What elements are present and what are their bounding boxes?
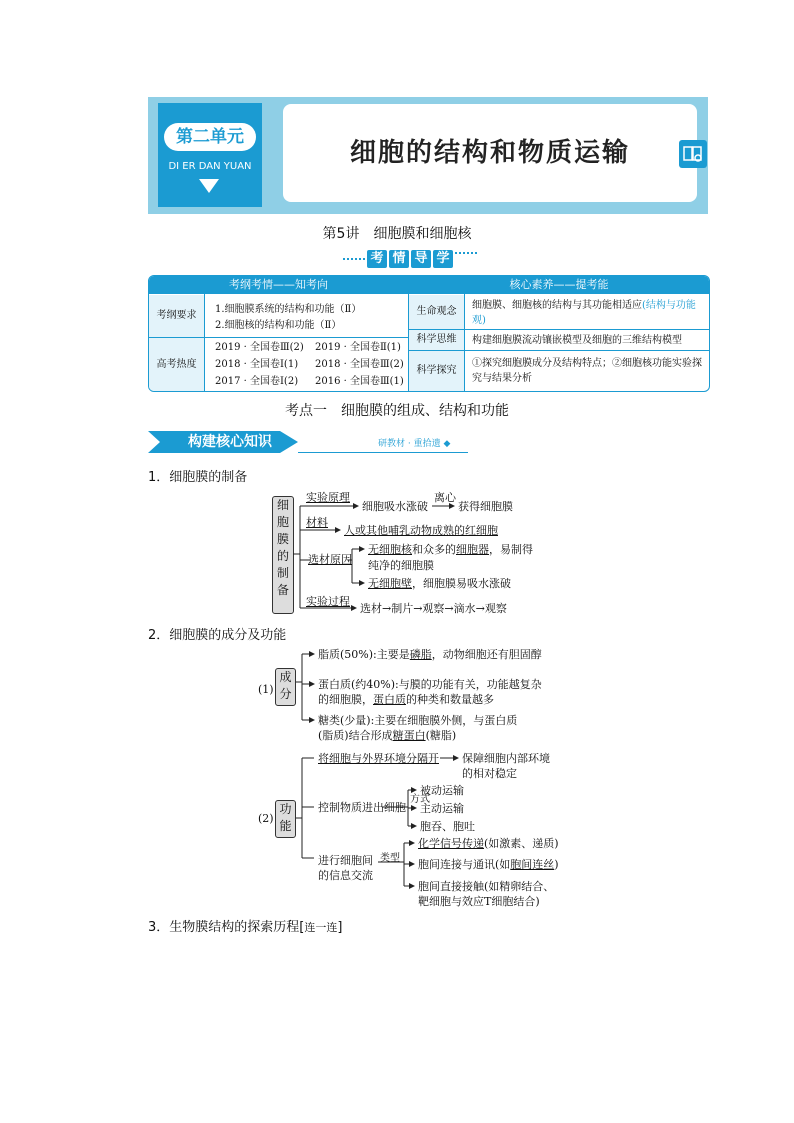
comm-part: (如激素、递质) <box>484 837 559 850</box>
reason-1b: 纯净的细胞膜 <box>368 559 434 572</box>
protein-line-2 <box>318 692 494 707</box>
sugar-part: 糖蛋白 <box>392 729 426 742</box>
process-label <box>306 594 350 609</box>
row-text: 构建细胞膜流动镶嵌模型及细胞的三维结构模型 <box>472 335 682 346</box>
heat-label: 高考热度 <box>149 338 204 391</box>
heading-history-part: 3．生物膜结构的探索历程[ <box>148 920 305 935</box>
principle-b: 获得细胞膜 <box>458 500 513 513</box>
reason-text: 细胞器 <box>456 543 489 556</box>
heading-comp: 2．细胞膜的成分及功能 <box>148 628 287 643</box>
badge-subtitle: DI ER DAN YUAN <box>168 161 252 172</box>
func-comm-b <box>418 857 559 872</box>
comm-part: 化学信号传递 <box>418 837 484 850</box>
func-box-char: 能 <box>279 819 292 833</box>
principle-mid: 离心 <box>434 491 456 504</box>
guide-char: 导 <box>411 250 431 268</box>
func-comm-2: 的信息交流 <box>318 869 373 882</box>
heading-history <box>148 916 342 935</box>
func-separate-result-2: 的相对稳定 <box>462 767 517 780</box>
heat-item: 2017 · 全国卷Ⅰ(2) <box>215 376 299 387</box>
reason-label <box>308 552 352 567</box>
material-value: 人或其他哺乳动物成熟的红细胞 <box>344 524 498 537</box>
row-label: 生命观念 <box>409 295 464 329</box>
func-comm-mid: 类型 <box>380 853 400 864</box>
func-control: 控制物质进出细胞 <box>318 801 406 814</box>
heat-item: 2019 · 全国卷Ⅲ(2) <box>215 342 304 353</box>
process-text: 选材→制片→观察→滴水→观察 <box>360 602 507 615</box>
reason-text: 无细胞核 <box>368 543 412 556</box>
heat-item: 2019 · 全国卷Ⅱ(1) <box>315 342 401 353</box>
reason-text: ，细胞膜易吸水涨破 <box>412 577 511 590</box>
process-label-text: 实验过程 <box>306 595 350 608</box>
prep-box-char: 细 <box>276 498 289 512</box>
row-label: 科学探究 <box>409 351 464 391</box>
func-comm-a <box>418 836 559 851</box>
comm-part: ) <box>554 858 559 871</box>
comp-num: (1) <box>258 683 274 696</box>
func-control-1: 被动运输 <box>420 784 464 797</box>
table-header-left: 考纲考情——知考向 <box>149 276 408 294</box>
principle-label-text: 实验原理 <box>306 491 350 504</box>
row-text-note: (结构与功能观) <box>472 300 696 326</box>
req-line: 2.细胞核的结构和功能（Ⅱ） <box>215 320 342 331</box>
principle-a: 细胞吸水涨破 <box>362 500 428 513</box>
reason-1 <box>368 542 533 557</box>
comm-part: 胞间连接与通讯(如 <box>418 858 511 871</box>
material-text <box>344 523 498 538</box>
func-separate <box>318 751 439 766</box>
lipid-text <box>318 647 542 662</box>
func-box-char: 功 <box>279 802 292 816</box>
lipid-part: 磷脂 <box>409 648 432 661</box>
heat-item: 2018 · 全国卷Ⅰ(1) <box>215 359 299 370</box>
reason-text: 和众多的 <box>412 543 456 556</box>
req-label: 考纲要求 <box>149 295 204 337</box>
sugar-part: (脂质)结合形成 <box>318 729 393 742</box>
protein-line-1: 蛋白质(约40%):与膜的功能有关，功能越复杂 <box>318 678 542 691</box>
lipid-part: 脂质(50%):主要是 <box>318 648 410 661</box>
guide-char: 情 <box>389 250 409 268</box>
comp-box-char: 分 <box>279 687 292 701</box>
func-separate-result-1: 保障细胞内部环境 <box>462 752 550 765</box>
prep-box-char: 膜 <box>276 532 289 546</box>
protein-part: 的种类和数量越多 <box>406 693 494 706</box>
prep-box-char: 胞 <box>276 515 289 529</box>
key-point-title: 考点一 细胞膜的组成、结构和功能 <box>285 403 509 419</box>
row-text: ①探究细胞膜成分及结构特点；②细胞核功能实验探究与结果分析 <box>472 358 702 384</box>
prep-box-char: 备 <box>276 583 289 597</box>
row-text-main: 细胞膜、细胞核的结构与其功能相适应 <box>472 300 642 311</box>
req-line: 1.细胞膜系统的结构和功能（Ⅱ） <box>215 304 362 315</box>
unit-title: 细胞的结构和物质运输 <box>349 138 630 168</box>
reason-text: ，易制得 <box>489 543 533 556</box>
comp-box <box>275 668 296 706</box>
comp-box-char: 成 <box>279 670 292 684</box>
section-label: 构建核心知识 <box>188 434 272 450</box>
func-comm-c2: 靶细胞与效应T细胞结合) <box>418 895 540 908</box>
badge-title: 第二单元 <box>164 123 256 151</box>
func-num: (2) <box>258 812 274 825</box>
protein-part: 的细胞膜， <box>318 693 373 706</box>
sugar-line-1: 糖类(少量):主要在细胞膜外侧，与蛋白质 <box>318 714 518 727</box>
heading-history-part: ] <box>337 920 343 935</box>
func-control-mid: 方式 <box>410 794 430 805</box>
heat-item: 2018 · 全国卷Ⅲ(2) <box>315 359 404 370</box>
func-box <box>275 800 296 838</box>
func-comm-1: 进行细胞间 <box>318 854 373 867</box>
prep-box-char: 制 <box>276 566 289 580</box>
func-comm-c1: 胞间直接接触(如精卵结合、 <box>418 880 555 893</box>
heading-prep: 1．细胞膜的制备 <box>148 470 248 485</box>
heat-item: 2016 · 全国卷Ⅲ(1) <box>315 376 404 387</box>
sugar-part: (糖脂) <box>425 729 457 742</box>
material-label <box>306 515 328 530</box>
lecture-title: 第5讲 细胞膜和细胞核 <box>322 226 472 242</box>
reason-label-text: 选材原因 <box>308 553 352 566</box>
guide-char: 学 <box>433 250 453 268</box>
func-separate-text: 将细胞与外界环境分隔开 <box>318 752 439 765</box>
section-note: 研教材 · 重拾遗 ◆ <box>378 439 451 449</box>
guide-char: 考 <box>367 250 387 268</box>
table-header-right: 核心素养——提考能 <box>409 276 709 294</box>
func-control-2: 主动运输 <box>420 802 464 815</box>
reason-2 <box>368 576 511 591</box>
sugar-line-2 <box>318 728 456 743</box>
comm-part: 胞间连丝 <box>510 858 555 871</box>
reason-text: 无细胞壁 <box>368 577 412 590</box>
prep-box-char: 的 <box>276 549 289 563</box>
func-control-3: 胞吞、胞吐 <box>420 820 475 833</box>
row-label: 科学思维 <box>409 330 464 350</box>
material-label-text: 材料 <box>306 516 328 529</box>
lipid-part: ，动物细胞还有胆固醇 <box>431 648 542 661</box>
principle-label <box>306 490 350 505</box>
protein-part: 蛋白质 <box>373 693 406 706</box>
heading-history-part: 连一连 <box>304 921 338 934</box>
